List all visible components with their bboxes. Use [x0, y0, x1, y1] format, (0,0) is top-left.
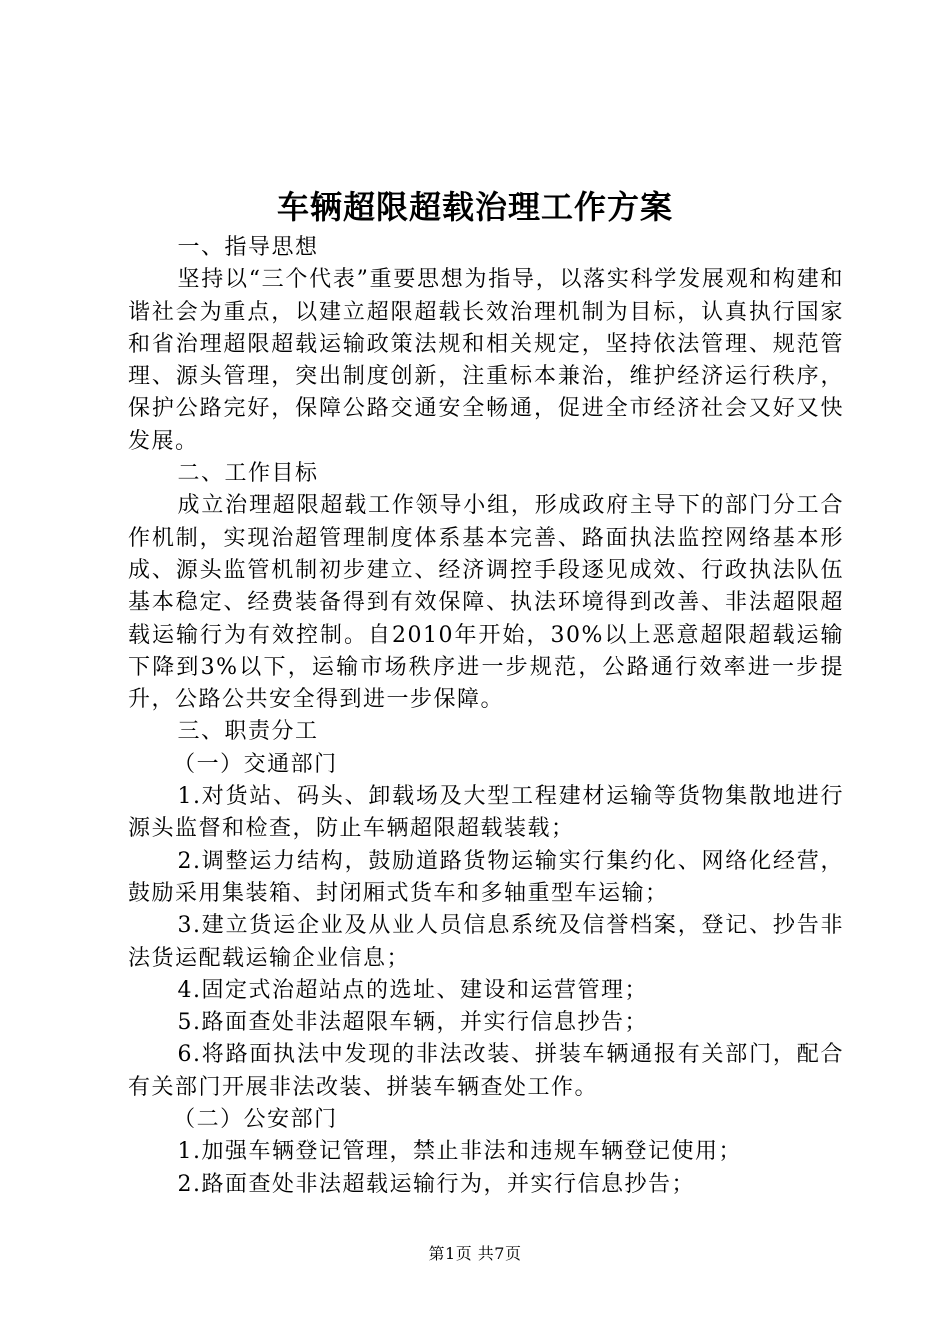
list-item: 1.对货站、码头、卸载场及大型工程建材运输等货物集散地进行源头监督和检查，防止车辆超限超载装载； — [128, 784, 844, 842]
page-number-footer: 第1页 共7页 — [428, 1244, 522, 1263]
section-heading-guiding-ideology: 一、指导思想 — [177, 235, 319, 260]
list-item: 4.固定式治超站点的选址、建设和运营管理； — [177, 977, 648, 1003]
list-item: 2.路面查处非法超载运输行为，并实行信息抄告； — [177, 1171, 695, 1197]
list-item: 5.路面查处非法超限车辆，并实行信息抄告； — [177, 1010, 648, 1036]
list-item: 2.调整运力结构，鼓励道路货物运输实行集约化、网络化经营，鼓励采用集装箱、封闭厢式货车和多轴重型车运输； — [128, 848, 844, 906]
subheading-public-security-department: （二）公安部门 — [173, 1107, 338, 1133]
paragraph-guiding-ideology: 坚持以“三个代表”重要思想为指导，以落实科学发展观和构建和谐社会为重点，以建立超限超载长效治理机制为目标，认真执行国家和省治理超限超载运输政策法规和相关规定，坚持依法管理、规范管理、源头管理，突出制度创新，注重标本兼治，维护经济运行秩序，保护公路完好，保障公路交通安全畅通，促进全市经济社会又好又快发展。 — [128, 267, 844, 454]
paragraph-work-goals: 成立治理超限超载工作领导小组，形成政府主导下的部门分工合作机制，实现治超管理制度体系基本完善、路面执法监控网络基本形成、源头监管机制初步建立、经济调控手段逐见成效、行政执法队伍基本稳定、经费装备得到有效保障、执法环境得到改善、非法超限超载运输行为有效控制。自2010年开始，30%以上恶意超限超载运输下降到3%以下，运输市场秩序进一步规范，公路通行效率进一步提升，公路公共安全得到进一步保障。 — [128, 493, 844, 713]
section-heading-responsibilities: 三、职责分工 — [177, 719, 319, 745]
document-title: 车辆超限超载治理工作方案 — [276, 188, 673, 226]
document-body — [128, 232, 844, 1201]
list-item: 6.将路面执法中发现的非法改装、拼装车辆通报有关部门，配合有关部门开展非法改装、拼装车辆查处工作。 — [128, 1042, 844, 1100]
subheading-transport-department: （一）交通部门 — [173, 751, 338, 777]
section-heading-work-goals: 二、工作目标 — [177, 461, 319, 487]
list-item: 3.建立货运企业及从业人员信息系统及信誉档案，登记、抄告非法货运配载运输企业信息； — [128, 913, 844, 971]
list-item: 1.加强车辆登记管理，禁止非法和违规车辆登记使用； — [177, 1139, 742, 1165]
